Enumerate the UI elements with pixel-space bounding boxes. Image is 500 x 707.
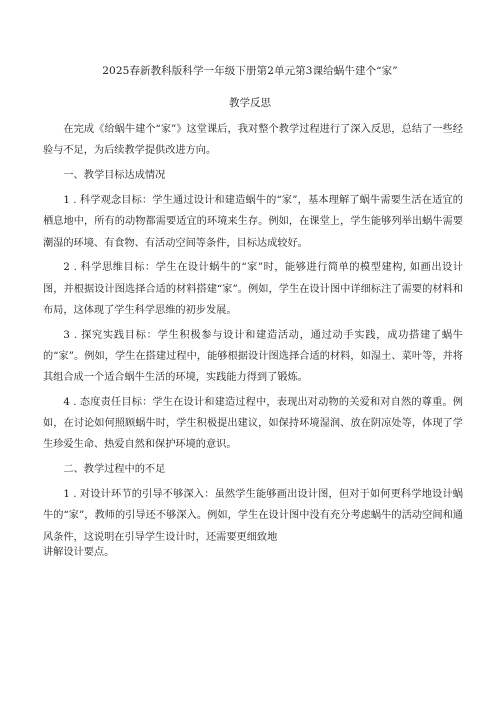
shortcoming-item-1-tail: 讲解设计要点。	[43, 546, 115, 558]
shortcoming-item-1	[43, 484, 463, 548]
shortcoming-item-1-text: 1 . 对设计环节的引导不够深入：虽然学生能够画出设计图，但对于如何更科学地设计蜗牛的“家”，教师的引导还不够深入。例如，学生在设计图中没有充分考虑蜗牛的活动空间和通风条件，这说明在引导学生设计时，还需要更细致地	[43, 489, 463, 543]
intro-paragraph: 在完成《给蜗牛建个“家”》这堂课后，我对整个教学过程进行了深入反思，总结了一些经验与不足，为后续教学提供改进方向。	[43, 124, 463, 157]
document-title: 2025春新教科版科学一年级下册第2单元第3课给蜗牛建个“家”	[102, 65, 398, 77]
goal-item-4: 4 . 态度责任目标：学生在设计和建造过程中，表现出对动物的关爱和对自然的尊重。例如，在讨论如何照顾蜗牛时，学生积极提出建议，如保持环境湿润、放在阴凉处等，体现了学生珍爱生命、热爱自然和保护环境的意识。	[43, 396, 463, 451]
goal-item-1: 1 . 科学观念目标：学生通过设计和建造蜗牛的“家”，基本理解了蜗牛需要生活在适宜的栖息地中，所有的动物都需要适宜的环境来生存。例如，在课堂上，学生能够列举出蜗牛需要潮湿的环境、有食物、有活动空间等条件，目标达成较好。	[43, 195, 463, 249]
section-heading-shortcomings: 二、教学过程中的不足	[63, 464, 166, 476]
goal-item-3: 3 . 探究实践目标：学生积极参与设计和建造活动，通过动手实践，成功搭建了蜗牛的“家”。例如，学生在搭建过程中，能够根据设计图选择合适的材料，如湿土、菜叶等，并将其组合成一个适合蜗牛生活的环境，实践能力得到了锻炼。	[43, 329, 463, 384]
goal-item-2: 2 . 科学思维目标：学生在设计蜗牛的“家”时，能够进行简单的模型建构, 如画出设计图，并根据设计图选择合适的材料搭建“家”。例如，学生在设计图中详细标注了需要的材料和布局，这体现了学生科学思维的初步发展。	[43, 262, 463, 316]
document-body	[43, 119, 463, 567]
section-heading-goals: 一、教学目标达成情况	[63, 170, 166, 181]
document-subtitle: 教学反思	[229, 97, 271, 109]
